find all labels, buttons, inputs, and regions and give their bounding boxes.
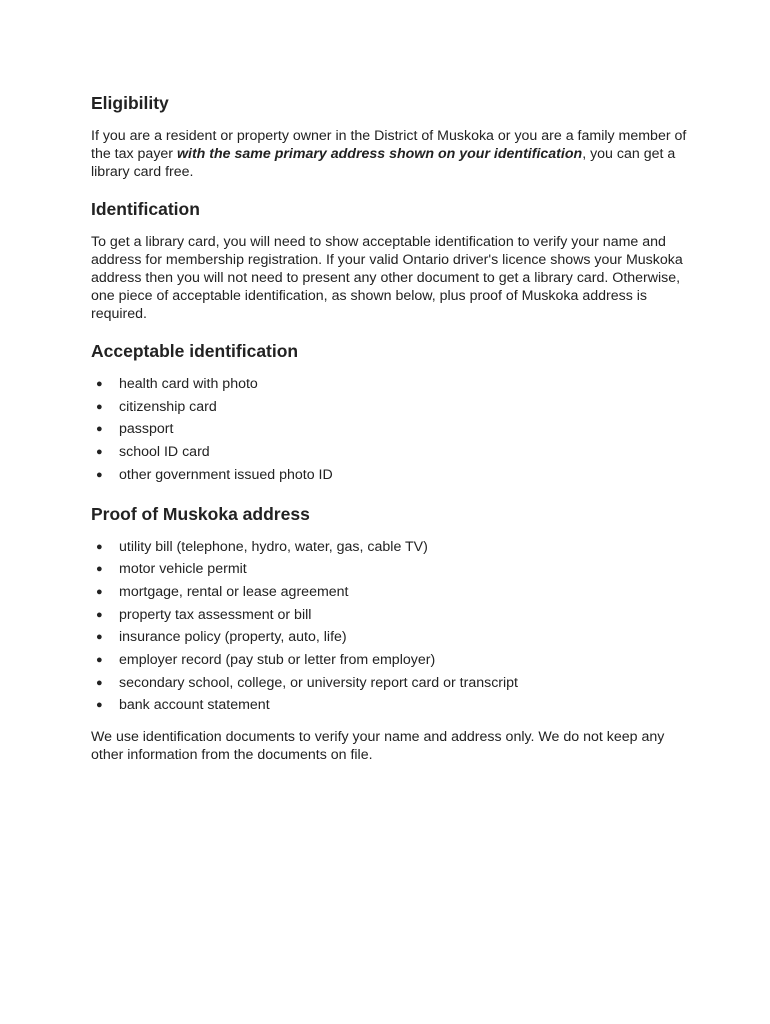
proof-of-address-heading: Proof of Muskoka address	[91, 503, 310, 524]
bullet-icon: ●	[96, 585, 103, 598]
list-item	[91, 649, 691, 672]
bullet-icon: ●	[96, 446, 103, 459]
list-item	[91, 418, 691, 441]
list-item	[91, 694, 691, 717]
list-item-text: employer record (pay stub or letter from employer)	[119, 652, 436, 669]
list-item	[91, 581, 691, 604]
list-item	[91, 626, 691, 649]
list-item-text: motor vehicle permit	[119, 561, 247, 578]
list-item	[91, 396, 691, 419]
list-item	[91, 536, 691, 559]
list-item	[91, 672, 691, 695]
eligibility-emphasis: with the same primary address shown on your identification	[176, 146, 583, 162]
list-item-text: property tax assessment or bill	[119, 606, 312, 623]
eligibility-text-after: , you can get a library card free.	[91, 146, 676, 180]
eligibility-paragraph	[91, 127, 691, 181]
list-item-text: passport	[119, 421, 174, 438]
list-item	[91, 558, 691, 581]
identification-heading: Identification	[91, 199, 200, 219]
bullet-icon: ●	[96, 540, 103, 553]
bullet-icon: ●	[96, 563, 103, 576]
footer-paragraph: We use identification documents to verify your name and address only. We do not keep any other information from the documents on file.	[91, 729, 665, 764]
eligibility-text-before: If you are a resident or property owner in the District of Muskoka or you are a family member of the tax payer	[91, 128, 687, 162]
list-item	[91, 604, 691, 627]
bullet-icon: ●	[96, 608, 103, 621]
list-item-text: health card with photo	[119, 376, 258, 392]
bullet-icon: ●	[96, 400, 103, 413]
bullet-icon: ●	[96, 378, 103, 390]
list-item	[91, 441, 691, 464]
list-item-text: citizenship card	[119, 398, 217, 415]
bullet-icon: ●	[96, 631, 103, 644]
list-item-text: bank account statement	[119, 697, 270, 714]
document-page	[91, 90, 691, 764]
list-item-text: utility bill (telephone, hydro, water, gas, cable TV)	[119, 538, 428, 555]
acceptable-identification-heading: Acceptable identification	[91, 341, 299, 361]
list-item-text: mortgage, rental or lease agreement	[119, 583, 349, 600]
identification-paragraph: To get a library card, you will need to show acceptable identification to verify your name and address for membership registration. If your valid Ontario driver's licence shows your Muskoka address then you will not need to present any other document to get a library card. Otherwise, one piece of acceptable identification, as shown below, plus proof of Muskoka address is required.	[91, 234, 683, 322]
proof-of-address-list	[91, 536, 691, 718]
list-item-text: school ID card	[119, 444, 210, 461]
bullet-icon: ●	[96, 699, 103, 712]
list-item	[91, 464, 691, 487]
list-item-text: insurance policy (property, auto, life)	[119, 629, 347, 646]
bullet-icon: ●	[96, 654, 103, 667]
bullet-icon: ●	[96, 423, 103, 436]
eligibility-heading: Eligibility	[91, 93, 169, 113]
bullet-icon: ●	[96, 676, 103, 689]
list-item-text: secondary school, college, or university report card or transcript	[119, 674, 519, 691]
list-item	[91, 373, 691, 396]
bullet-icon: ●	[96, 468, 103, 481]
acceptable-identification-list	[91, 373, 691, 487]
list-item-text: other government issued photo ID	[119, 466, 333, 483]
